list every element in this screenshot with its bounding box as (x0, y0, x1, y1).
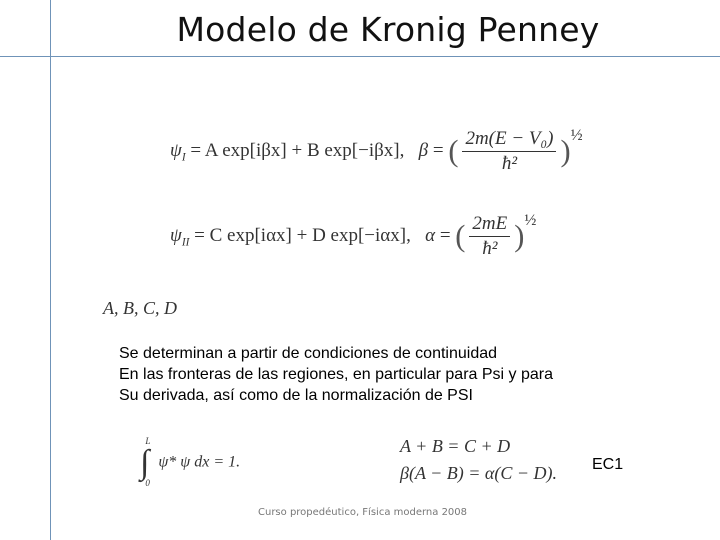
horizontal-divider-line (0, 56, 720, 57)
coefficients-list: A, B, C, D (103, 298, 177, 318)
upper-limit: L (145, 436, 151, 446)
beta-numerator: 2m(E − V₀) (462, 128, 556, 152)
right-paren: ) (560, 134, 571, 168)
beta-exponent: ½ (570, 126, 583, 144)
psi-2-rhs: = C exp[iαx] + D exp[−iαx], (194, 224, 411, 246)
beta-denominator: ħ² (501, 153, 518, 174)
explanation-line-1: Se determinan a partir de condiciones de continuidad (119, 345, 498, 362)
alpha-fraction (469, 213, 510, 260)
boundary-condition-2: β(A − B) = α(C − D). (400, 463, 557, 483)
alpha-denominator: ħ² (482, 238, 498, 259)
beta-equals: = (432, 139, 444, 161)
normalization-integrand: ψ* ψ dx = 1. (158, 453, 241, 471)
integral-sign: ∫ (140, 444, 150, 481)
boundary-condition-1: A + B = C + D (400, 436, 511, 456)
normalization-equation (140, 436, 241, 488)
psi-subscript: II (181, 236, 190, 249)
explanation-line-2: En las fronteras de las regiones, en particular para Psi y para (119, 366, 554, 383)
psi-1-rhs: = A exp[iβx] + B exp[−iβx], (190, 139, 405, 161)
right-paren: ) (514, 219, 525, 253)
equation-label-ec1: EC1 (592, 456, 624, 473)
left-paren: ( (448, 134, 459, 168)
equation-psi-region-1 (170, 128, 583, 175)
slide-title: Modelo de Kronig Penney (176, 10, 600, 49)
psi-symbol: ψ (170, 139, 182, 161)
slide-footer: Curso propedéutico, Física moderna 2008 (258, 507, 468, 518)
explanation-line-3: Su derivada, así como de la normalización de PSI (119, 387, 473, 404)
vertical-divider-line (50, 0, 51, 540)
left-paren: ( (455, 219, 466, 253)
psi-subscript: I (181, 151, 186, 164)
alpha-equals: = (439, 224, 451, 246)
explanation-text (119, 343, 679, 406)
equation-psi-region-2 (170, 213, 536, 260)
alpha-exponent: ½ (524, 211, 537, 229)
integral-limits (145, 436, 151, 488)
psi-symbol: ψ (170, 224, 182, 246)
alpha-symbol: α (425, 224, 436, 246)
lower-limit: 0 (145, 478, 150, 488)
alpha-numerator: 2mE (469, 213, 510, 237)
beta-symbol: β (418, 139, 429, 161)
beta-fraction (462, 128, 556, 175)
